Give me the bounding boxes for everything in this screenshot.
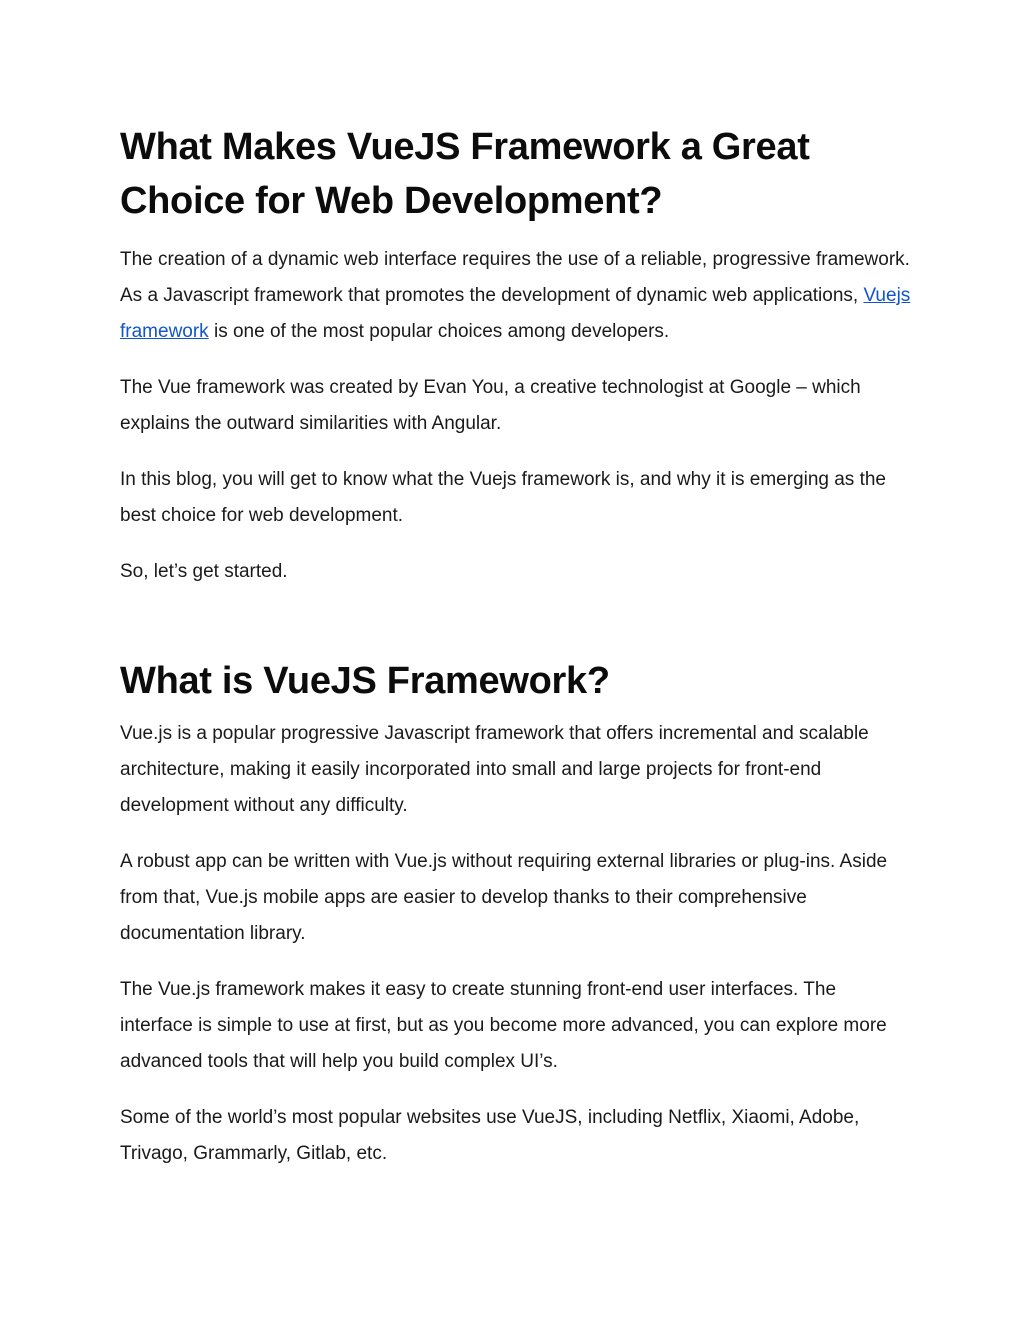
intro-paragraph-1-text-after: is one of the most popular choices among developers.	[208, 321, 670, 342]
section-paragraph-1: Vue.js is a popular progressive Javascript framework that offers incremental and scalable architecture, making it easily incorporated into small and large projects for front-end development without any difficulty.	[120, 723, 869, 816]
section-heading-what-is-vuejs: What is VueJS Framework?	[120, 660, 610, 702]
section-paragraph-3: The Vue.js framework makes it easy to create stunning front-end user interfaces. The interface is simple to use at first, but as you become more advanced, you can explore more advanced tools that will help you build complex UI’s.	[120, 979, 887, 1072]
intro-paragraph-3: In this blog, you will get to know what the Vuejs framework is, and why it is emerging as the best choice for web development.	[120, 469, 886, 526]
section-paragraph-4: Some of the world’s most popular websites use VueJS, including Netflix, Xiaomi, Adobe, Trivago, Grammarly, Gitlab, etc.	[120, 1107, 860, 1164]
intro-paragraph-1	[120, 242, 914, 350]
intro-paragraph-4: So, let’s get started.	[120, 561, 288, 582]
vuejs-framework-link[interactable]: Vuejs framework	[120, 285, 911, 342]
article-title: What Makes VueJS Framework a Great Choice for Web Development?	[120, 126, 810, 222]
section-paragraph-2: A robust app can be written with Vue.js without requiring external libraries or plug-ins. Aside from that, Vue.js mobile apps are easier to develop thanks to their comprehensive documentation library.	[120, 851, 888, 944]
intro-paragraph-1-text-before: The creation of a dynamic web interface requires the use of a reliable, progressive framework. As a Javascript framework that promotes the development of dynamic web applications,	[120, 249, 910, 306]
intro-paragraph-2: The Vue framework was created by Evan You, a creative technologist at Google – which explains the outward similarities with Angular.	[120, 377, 861, 434]
